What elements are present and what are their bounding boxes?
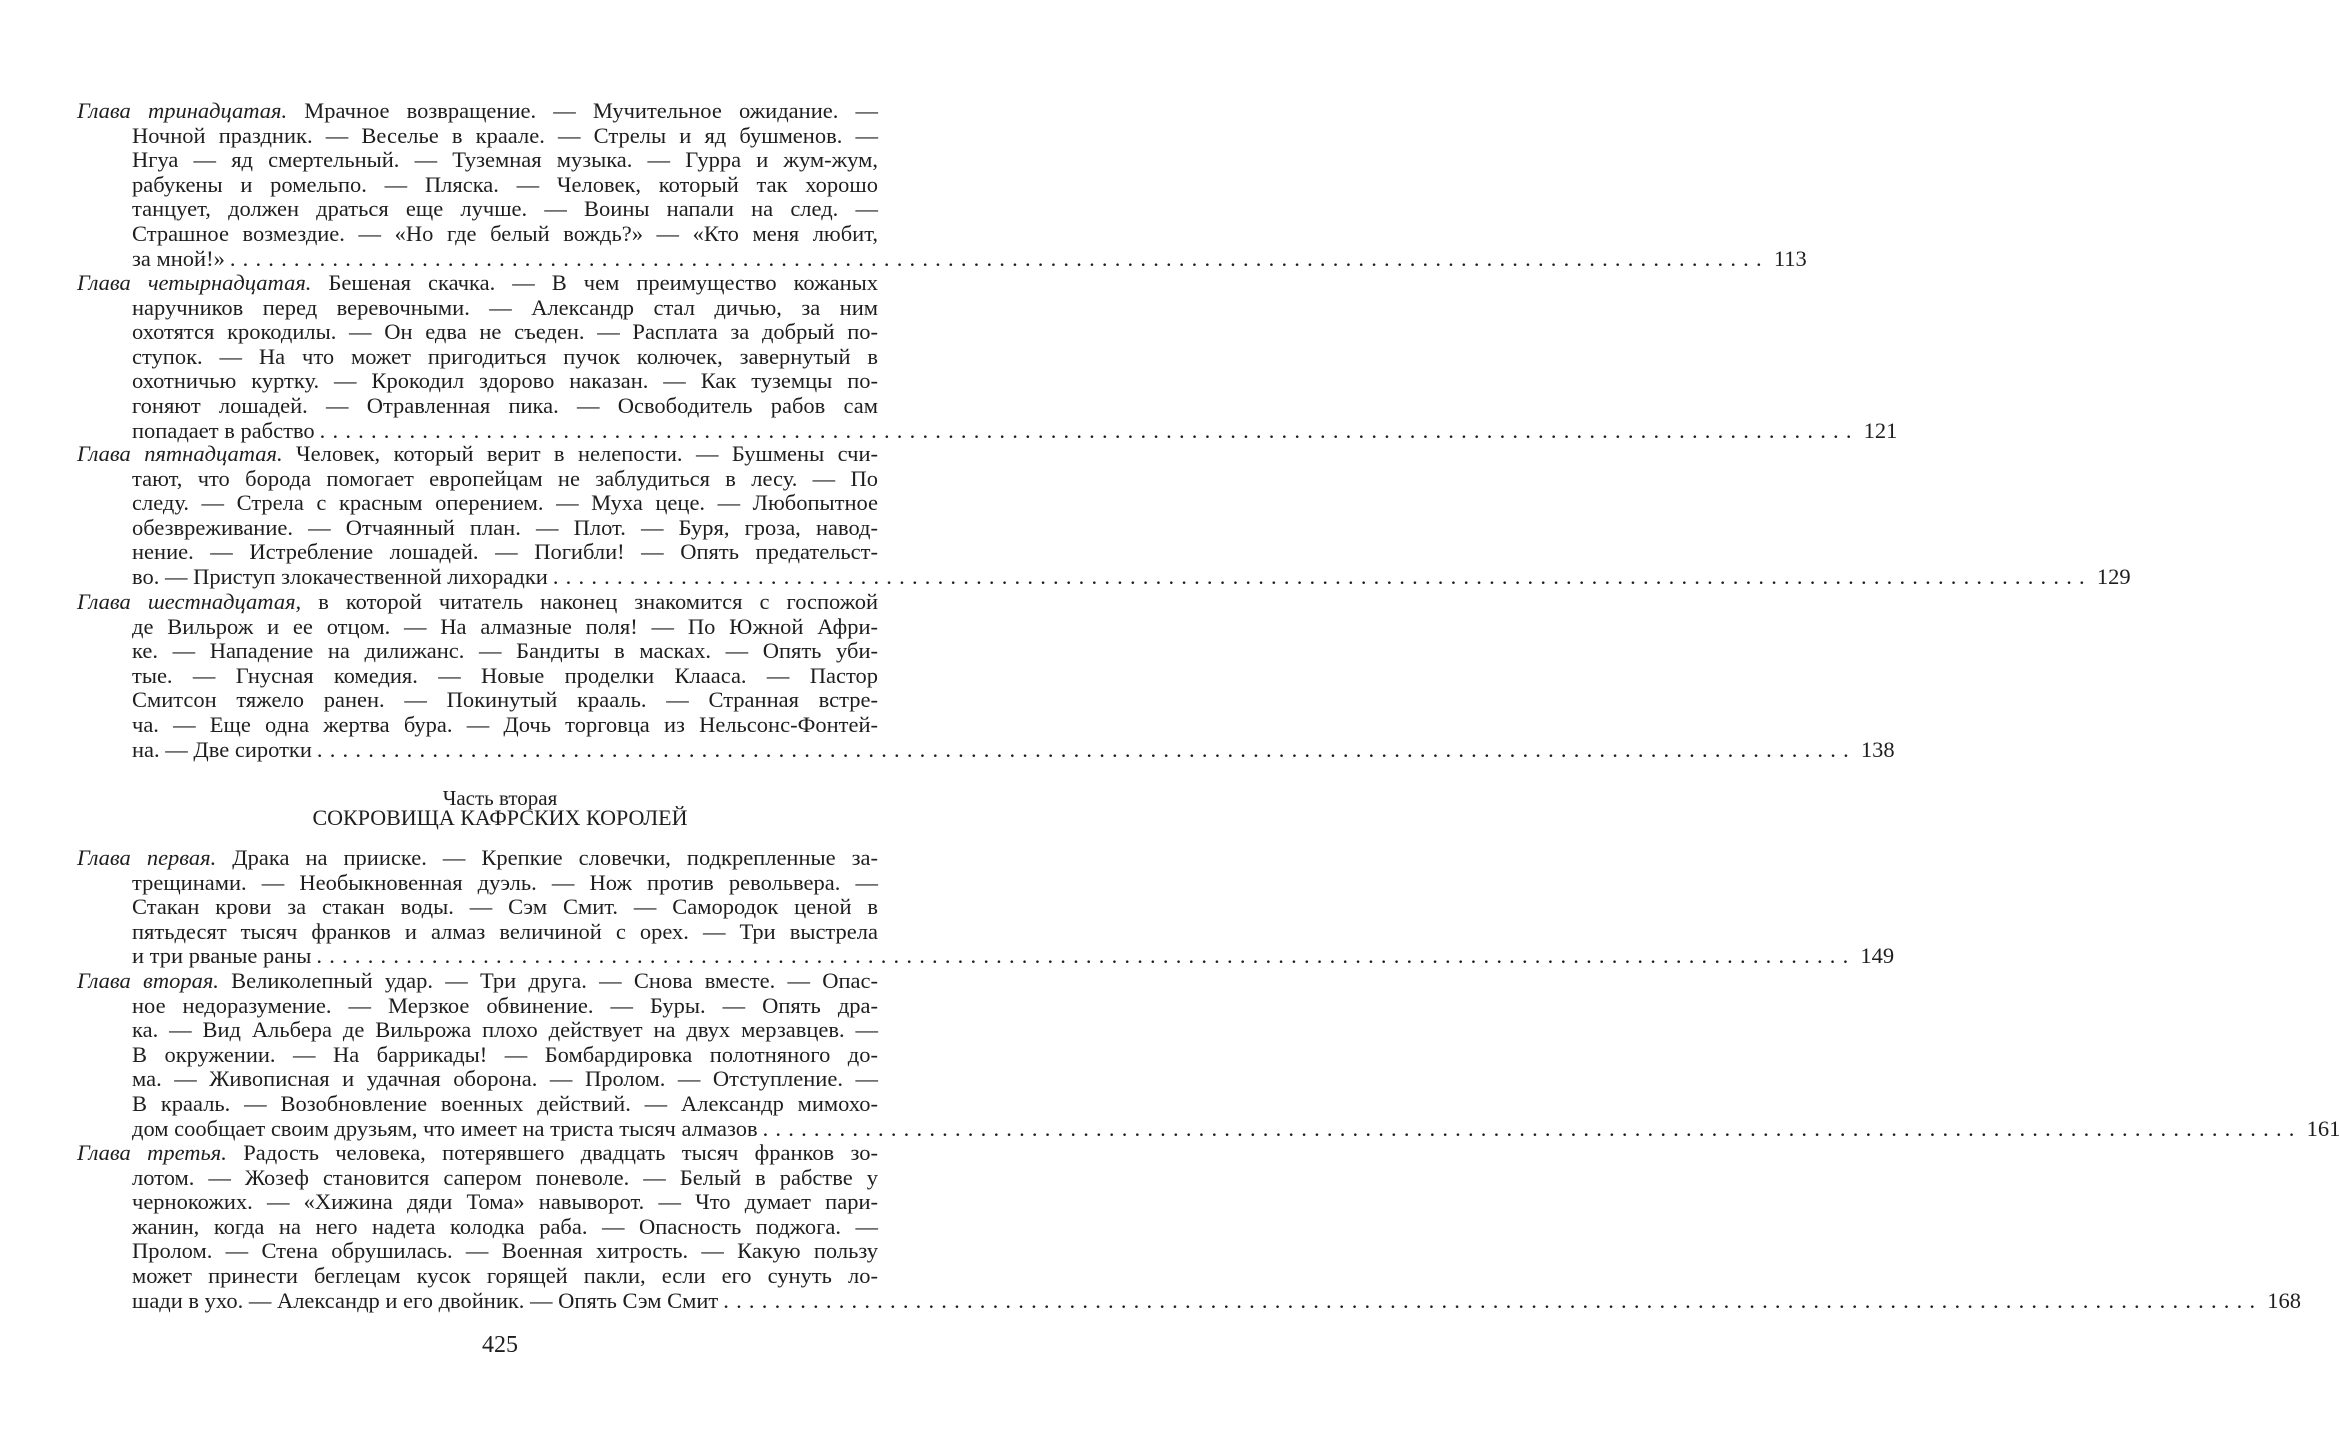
- part-subtitle: Часть вторая: [442, 786, 558, 810]
- toc-line-text: Радость человека, потерявшего двадцать тысяч франков зо-: [243, 1140, 878, 1165]
- toc-line-text: Великолепный удар. — Три друга. — Снова вместе. — Опас-: [231, 968, 878, 993]
- toc-line: охотятся крокодилы. — Он едва не съеден. — Расплата за добрый по-: [132, 319, 878, 345]
- toc-line: В крааль. — Возобновление военных действий. — Александр мимохо-: [132, 1090, 878, 1116]
- toc-line-text: на. — Две сиротки: [132, 736, 312, 762]
- dot-leader: ........................................................................................................................: [552, 563, 2092, 589]
- toc-entry-first-line: [77, 442, 878, 467]
- dot-leader: ........................................................................................................................: [723, 1287, 2263, 1313]
- part-title: СОКРОВИЩА КАФРСКИХ КОРОЛЕЙ: [312, 805, 688, 830]
- toc-line: Стакан крови за стакан воды. — Сэм Смит. — Самородок ценой в: [132, 894, 878, 920]
- toc-line: может принести беглецам кусок горящей пакли, если его сунуть ло-: [132, 1262, 878, 1288]
- chapter-label: Глава тринадцатая.: [77, 98, 288, 123]
- toc-last-line: [77, 943, 1895, 969]
- toc-line: лотом. — Жозеф становится сапером поневоле. — Белый в рабстве у: [132, 1164, 878, 1190]
- toc-entry-first-line: [77, 99, 878, 124]
- toc-entry-first-line: [77, 969, 878, 994]
- page-number: 149: [1860, 943, 1895, 969]
- toc-entry: [77, 1140, 2302, 1313]
- dot-leader: ........................................................................................................................: [316, 736, 1856, 762]
- page-number: 129: [2096, 563, 2131, 589]
- toc-line: Пролом. — Стена обрушилась. — Военная хитрость. — Какую пользу: [132, 1238, 878, 1264]
- page-number: 138: [1860, 736, 1895, 762]
- toc-line-text: во. — Приступ злокачественной лихорадки: [132, 563, 548, 589]
- toc-line: обезвреживание. — Отчаянный план. — Плот. — Буря, гроза, навод-: [132, 514, 878, 540]
- toc-line-text: в которой читатель наконец знакомится с госпожой: [318, 589, 879, 614]
- toc-last-line: [77, 1115, 2340, 1142]
- toc-line-text: за мной!»: [132, 245, 225, 271]
- toc-line: де Вильрож и ее отцом. — На алмазные поля! — По Южной Афри-: [132, 613, 878, 639]
- dot-leader: ........................................................................................................................: [229, 245, 1769, 271]
- toc-line: гоняют лошадей. — Отравленная пика. — Освободитель рабов сам: [132, 392, 878, 418]
- toc-line: ное недоразумение. — Мерзкое обвинение. — Буры. — Опять дра-: [132, 992, 878, 1018]
- toc-last-line: [77, 563, 2131, 590]
- toc-line-text: и три рваные раны: [132, 943, 312, 969]
- toc-line: ка. — Вид Альбера де Вильрожа плохо действует на двух мерзавцев. —: [132, 1017, 878, 1043]
- toc-line: чернокожих. — «Хижина дяди Тома» навыворот. — Что думает пари-: [132, 1189, 878, 1215]
- toc-line-text: Мрачное возвращение. — Мучительное ожидание. —: [304, 98, 878, 123]
- toc-line: танцует, должен драться еще лучше. — Воины напали на след. —: [132, 196, 878, 222]
- toc-line: жанин, когда на него надета колодка раба. — Опасность поджога. —: [132, 1213, 878, 1239]
- toc-entry: [77, 589, 1895, 762]
- toc-line: трещинами. — Необыкновенная дуэль. — Нож против револьвера. —: [132, 869, 878, 895]
- dot-leader: ........................................................................................................................: [762, 1115, 2302, 1141]
- chapter-label: Глава вторая.: [77, 968, 219, 993]
- toc-line-text: Драка на прииске. — Крепкие словечки, подкрепленные за-: [232, 845, 879, 870]
- page-number: 121: [1863, 417, 1898, 443]
- toc-entry-first-line: [77, 590, 878, 615]
- toc-last-line: [77, 1287, 2302, 1314]
- toc-line: пятьдесят тысяч франков и алмаз величиной с орех. — Три выстрела: [132, 918, 878, 944]
- toc-line-text: дом сообщает своим друзьям, что имеет на триста тысяч алмазов: [132, 1115, 758, 1141]
- toc-line: охотничью куртку. — Крокодил здорово наказан. — Как туземцы по-: [132, 368, 878, 394]
- toc-line: ке. — Нападение на дилижанс. — Бандиты в масках. — Опять уби-: [132, 638, 878, 664]
- page-number: 113: [1773, 245, 1807, 271]
- page-number: 168: [2267, 1287, 2302, 1313]
- toc-line-text: шади в ухо. — Александр и его двойник. — Опять Сэм Смит: [132, 1287, 719, 1313]
- toc-last-line: [77, 245, 1807, 272]
- toc-line: В окружении. — На баррикады! — Бомбардировка полотняного до-: [132, 1041, 878, 1067]
- chapter-label: Глава четырнадцатая.: [77, 270, 312, 295]
- toc-entry-first-line: [77, 271, 878, 296]
- chapter-label: Глава первая.: [77, 845, 217, 870]
- chapter-label: Глава третья.: [77, 1140, 227, 1165]
- chapter-label: Глава шестнадцатая,: [77, 589, 302, 614]
- toc-entry: [77, 441, 2131, 590]
- chapter-label: Глава пятнадцатая.: [77, 441, 283, 466]
- toc-line: тые. — Гнусная комедия. — Новые проделки Клааса. — Пастор: [132, 662, 878, 688]
- toc-entry-first-line: [77, 1141, 878, 1166]
- toc-last-line: [77, 736, 1895, 763]
- toc-entry: [77, 845, 1895, 969]
- toc-line-text: Бешеная скачка. — В чем преимущество кожаных: [328, 270, 879, 295]
- dot-leader: ........................................................................................................................: [319, 417, 1859, 443]
- page-folio: 425: [482, 1332, 518, 1358]
- toc-line: рабукены и ромельпо. — Пляска. — Человек, который так хорошо: [132, 171, 878, 197]
- toc-line: Страшное возмездие. — «Но где белый вождь?» — «Кто меня любит,: [132, 220, 878, 246]
- toc-line-text: Человек, который верит в нелепости. — Бушмены счи-: [296, 441, 879, 466]
- toc-entry: [77, 270, 1898, 443]
- toc-line: ча. — Еще одна жертва бура. — Дочь торговца из Нельсонс-Фонтей-: [132, 711, 878, 737]
- page-number: 161: [2306, 1115, 2340, 1141]
- toc-entry: [77, 968, 2340, 1141]
- toc-line: следу. — Стрела с красным оперением. — Муха цеце. — Любопытное: [132, 490, 878, 516]
- toc-line-text: попадает в рабство: [132, 417, 315, 443]
- toc-line: Ночной праздник. — Веселье в краале. — Стрелы и яд бушменов. —: [132, 122, 878, 148]
- toc-line: наручников перед веревочными. — Александр стал дичью, за ним: [132, 294, 878, 320]
- toc-line: нение. — Истребление лошадей. — Погибли! — Опять предательст-: [132, 539, 878, 565]
- toc-line: ступок. — На что может пригодиться пучок колючек, завернутый в: [132, 343, 878, 369]
- toc-entry: [77, 98, 1807, 271]
- toc-line: ма. — Живописная и удачная оборона. — Пролом. — Отступление. —: [132, 1066, 878, 1092]
- toc-line: тают, что борода помогает европейцам не заблудиться в лесу. — По: [132, 465, 878, 491]
- toc-line: Смитсон тяжело ранен. — Покинутый крааль. — Странная встре-: [132, 687, 878, 713]
- toc-entry-first-line: [77, 846, 878, 871]
- toc-last-line: [77, 417, 1898, 444]
- dot-leader: ........................................................................................................................: [316, 943, 1856, 969]
- toc-line: Нгуа — яд смертельный. — Туземная музыка. — Гурра и жум-жум,: [132, 147, 878, 173]
